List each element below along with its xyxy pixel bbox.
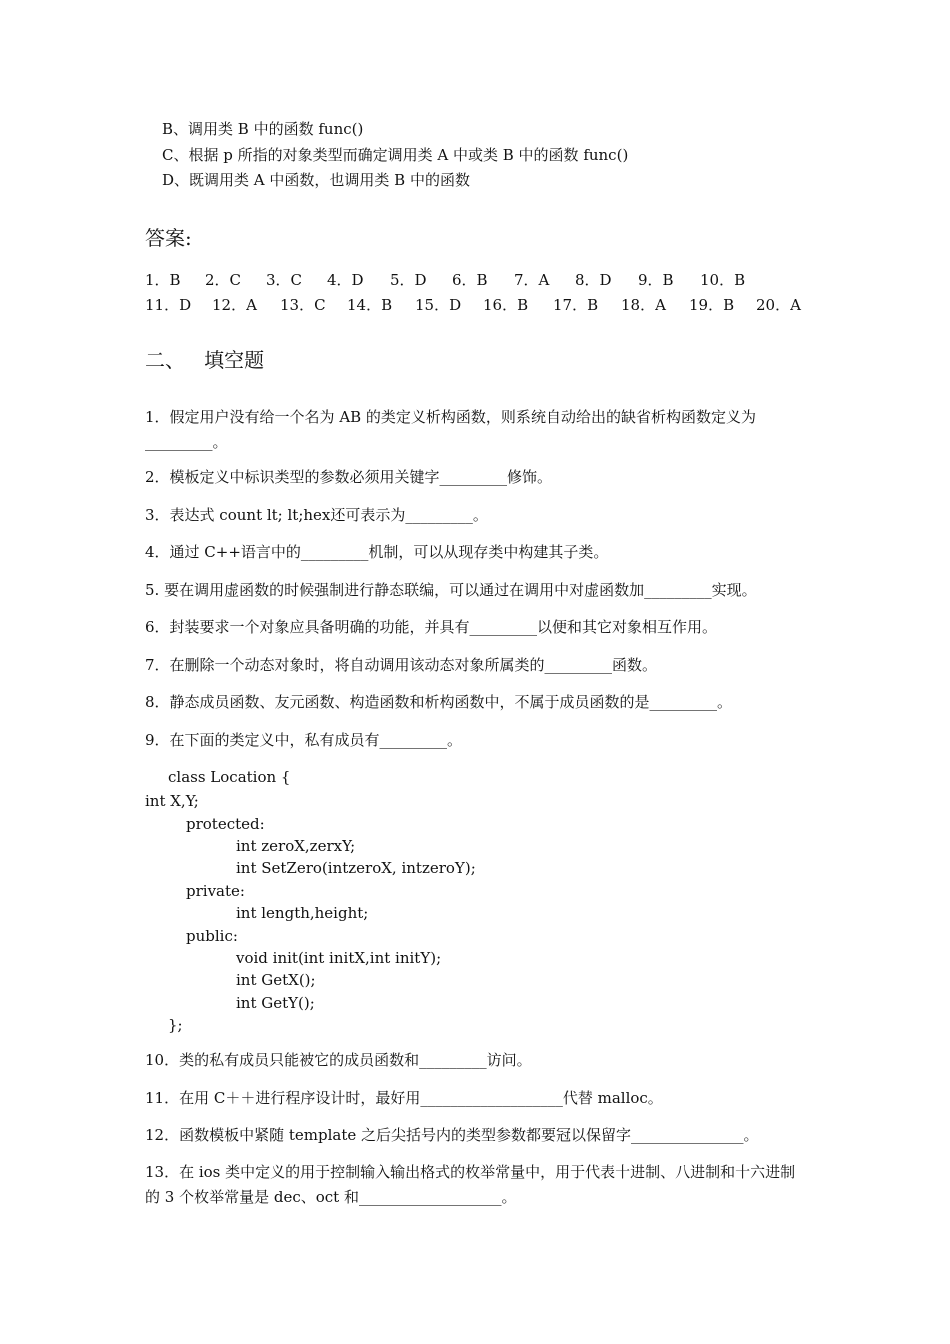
- answer-item: 19．B: [689, 296, 735, 314]
- question-3: 3．表达式 count lt; lt;hex还可表示为_________。: [145, 506, 488, 524]
- code-line: class Location {: [168, 768, 291, 786]
- answer-item: 1．B: [145, 271, 181, 289]
- code-line: int GetY();: [236, 994, 315, 1012]
- section-title: 二、 填空题: [145, 348, 265, 372]
- code-line: private:: [186, 882, 245, 900]
- question-10: 10．类的私有成员只能被它的成员函数和_________访问。: [145, 1051, 532, 1069]
- question-5: 5. 要在调用虚函数的时候强制进行静态联编，可以通过在调用中对虚函数加_________实现。: [145, 581, 757, 599]
- code-line: int zeroX,zerxY;: [236, 837, 356, 855]
- answer-item: 2．C: [205, 271, 242, 289]
- question-4: 4．通过 C++语言中的_________机制，可以从现存类中构建其子类。: [145, 543, 609, 561]
- answer-row-2: [145, 295, 801, 315]
- code-line: public:: [186, 927, 238, 945]
- answer-item: 17．B: [553, 296, 599, 314]
- answer-row-1: [145, 270, 745, 290]
- option-c: C、根据 p 所指的对象类型而确定调用类 A 中或类 B 中的函数 func(): [162, 146, 629, 164]
- question-2: 2．模板定义中标识类型的参数必须用关键字_________修饰。: [145, 468, 553, 486]
- option-b: B、调用类 B 中的函数 func(): [162, 120, 364, 138]
- answer-item: 7．A: [514, 271, 550, 289]
- answer-item: 15．D: [415, 296, 462, 314]
- answer-item: 13．C: [280, 296, 326, 314]
- question-1: 1．假定用户没有给一个名为 AB 的类定义析构函数，则系统自动给出的缺省析构函数定义为_________。: [145, 408, 756, 451]
- option-d: D、既调用类 A 中函数，也调用类 B 中的函数: [162, 171, 470, 189]
- code-line: void init(int initX,int initY);: [236, 949, 442, 967]
- answer-item: 10．B: [700, 271, 746, 289]
- code-line: int SetZero(intzeroX, intzeroY);: [236, 859, 476, 877]
- answer-item: 8．D: [575, 271, 612, 289]
- answer-item: 18．A: [621, 296, 666, 314]
- question-12: 12．函数模板中紧随 template 之后尖括号内的类型参数都要冠以保留字_______________。: [145, 1126, 759, 1144]
- answer-item: 3．C: [266, 271, 303, 289]
- answer-item: 20．A: [756, 296, 801, 314]
- answer-item: 11．D: [145, 296, 192, 314]
- code-line: };: [168, 1016, 183, 1034]
- answer-item: 5．D: [390, 271, 427, 289]
- question-8: 8．静态成员函数、友元函数、构造函数和析构函数中，不属于成员函数的是_________。: [145, 693, 733, 711]
- code-line: int GetX();: [236, 971, 316, 989]
- question-6: 6．封装要求一个对象应具备明确的功能，并具有_________以便和其它对象相互作用。: [145, 618, 718, 636]
- question-11: 11．在用 C＋＋进行程序设计时，最好用___________________代替 malloc。: [145, 1089, 663, 1107]
- question-13: 13．在 ios 类中定义的用于控制输入输出格式的枚举常量中，用于代表十进制、八进制和十六进制的 3 个枚举常量是 dec、oct 和___________________。: [145, 1163, 796, 1206]
- code-line: int length,height;: [236, 904, 369, 922]
- question-9: 9．在下面的类定义中，私有成员有_________。: [145, 731, 463, 749]
- answer-item: 9．B: [638, 271, 674, 289]
- code-line: protected:: [186, 815, 265, 833]
- answer-heading: 答案:: [145, 226, 192, 250]
- answer-item: 14．B: [347, 296, 393, 314]
- answer-item: 16．B: [483, 296, 529, 314]
- answer-item: 6．B: [452, 271, 488, 289]
- answer-item: 12．A: [212, 296, 257, 314]
- code-line: int X,Y;: [145, 792, 199, 810]
- answer-item: 4．D: [327, 271, 364, 289]
- question-7: 7．在删除一个动态对象时，将自动调用该动态对象所属类的_________函数。: [145, 656, 658, 674]
